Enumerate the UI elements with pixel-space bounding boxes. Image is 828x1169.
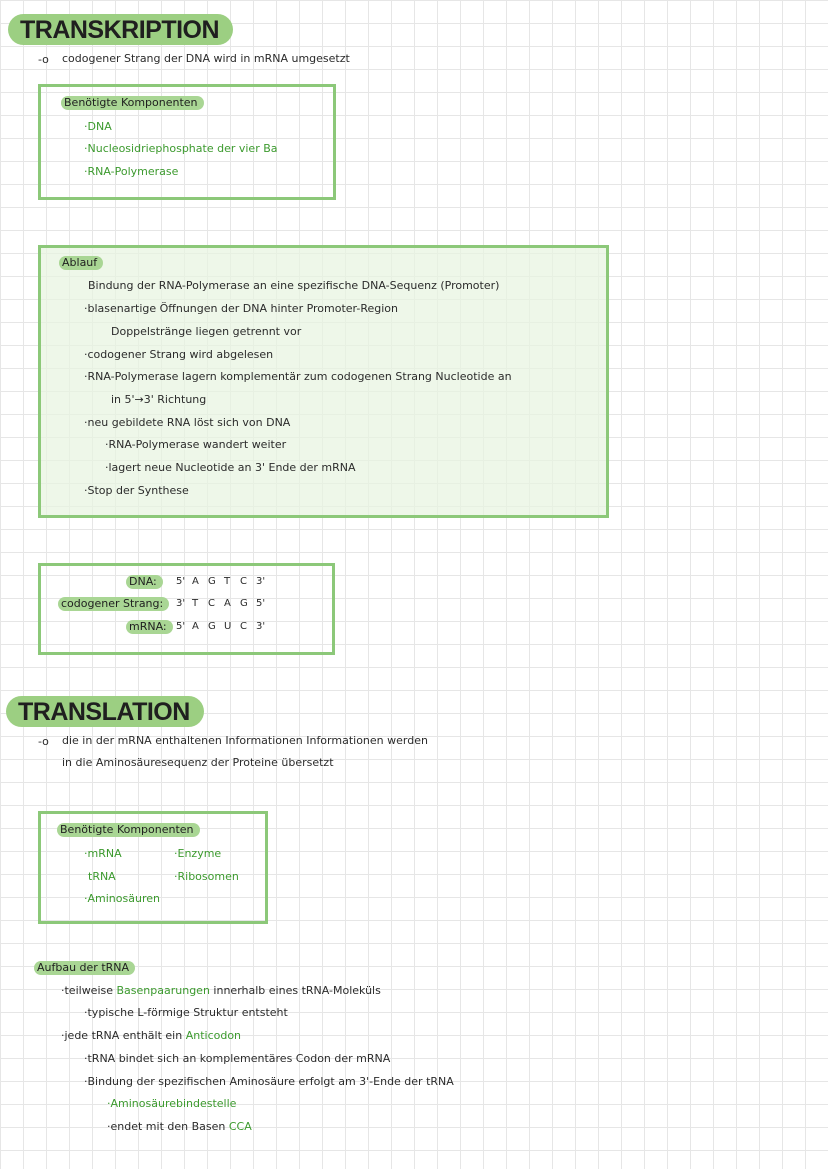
komponente-mrna: ·mRNA (84, 847, 122, 860)
strand-bases-mrna: 5' A G U C 3' (176, 621, 266, 632)
ablauf-line: ·codogener Strang wird abgelesen (84, 348, 274, 361)
strand-label-codogen: codogener Strang: (58, 597, 169, 611)
ablauf-line: ·RNA-Polymerase lagern komplementär zum codogenen Strang Nucleotide an (84, 370, 512, 383)
ablauf-line: ·RNA-Polymerase wandert weiter (105, 438, 287, 451)
strand-label-mrna: mRNA: (126, 620, 173, 634)
ablauf-line: ·lagert neue Nucleotide an 3' Ende der mRNA (105, 461, 356, 474)
aufbau-label: Aufbau der tRNA (34, 961, 135, 975)
ablauf-line: Doppelstränge liegen getrennt vor (111, 325, 302, 338)
strand-bases-codogen: 3' T C A G 5' (176, 598, 266, 609)
aufbau-line: ·endet mit den Basen CCA (107, 1120, 252, 1133)
arrow-icon: -o (38, 53, 49, 66)
aufbau-line: ·tRNA bindet sich an komplementäres Codon der mRNA (84, 1052, 391, 1065)
transkription-intro: codogener Strang der DNA wird in mRNA umgesetzt (62, 52, 350, 65)
komponente-ribosomen: ·Ribosomen (174, 870, 239, 883)
ablauf-line: Bindung der RNA-Polymerase an eine spezifische DNA-Sequenz (Promoter) (88, 279, 500, 292)
strand-label-dna: DNA: (126, 575, 163, 589)
arrow-icon: -o (38, 735, 49, 748)
ablauf-line: in 5'→3' Richtung (111, 393, 207, 406)
translation-heading: TRANSLATION (6, 696, 204, 727)
aufbau-line: ·Aminosäurebindestelle (107, 1097, 237, 1110)
translation-intro-line: die in der mRNA enthaltenen Informationen Informationen werden (62, 734, 428, 747)
aufbau-line: ·Bindung der spezifischen Aminosäure erfolgt am 3'-Ende der tRNA (84, 1075, 454, 1088)
translation-intro-line: in die Aminosäuresequenz der Proteine übersetzt (62, 756, 334, 769)
komponente-dna: ·DNA (84, 120, 112, 133)
komponente-rna-polymerase: ·RNA-Polymerase (84, 165, 179, 178)
translation-komponenten-label: Benötigte Komponenten (57, 823, 200, 837)
ablauf-line: ·blasenartige Öffnungen der DNA hinter Promoter-Region (84, 302, 399, 315)
komponente-nucleosid: ·Nucleosidriephosphate der vier Ba (84, 142, 278, 155)
ablauf-label: Ablauf (59, 256, 103, 270)
aufbau-line: ·jede tRNA enthält ein Anticodon (61, 1029, 242, 1042)
komponenten-label: Benötigte Komponenten (61, 96, 204, 110)
aufbau-line: ·teilweise Basenpaarungen innerhalb eines tRNA-Moleküls (61, 984, 381, 997)
ablauf-line: ·Stop der Synthese (84, 484, 189, 497)
komponente-aminosaeuren: ·Aminosäuren (84, 892, 160, 905)
aufbau-line: ·typische L-förmige Struktur entsteht (84, 1006, 288, 1019)
ablauf-line: ·neu gebildete RNA löst sich von DNA (84, 416, 291, 429)
transkription-heading: TRANSKRIPTION (8, 14, 233, 45)
komponente-enzyme: ·Enzyme (174, 847, 222, 860)
komponente-trna: tRNA (88, 870, 116, 883)
strand-bases-dna: 5' A G T C 3' (176, 576, 266, 587)
